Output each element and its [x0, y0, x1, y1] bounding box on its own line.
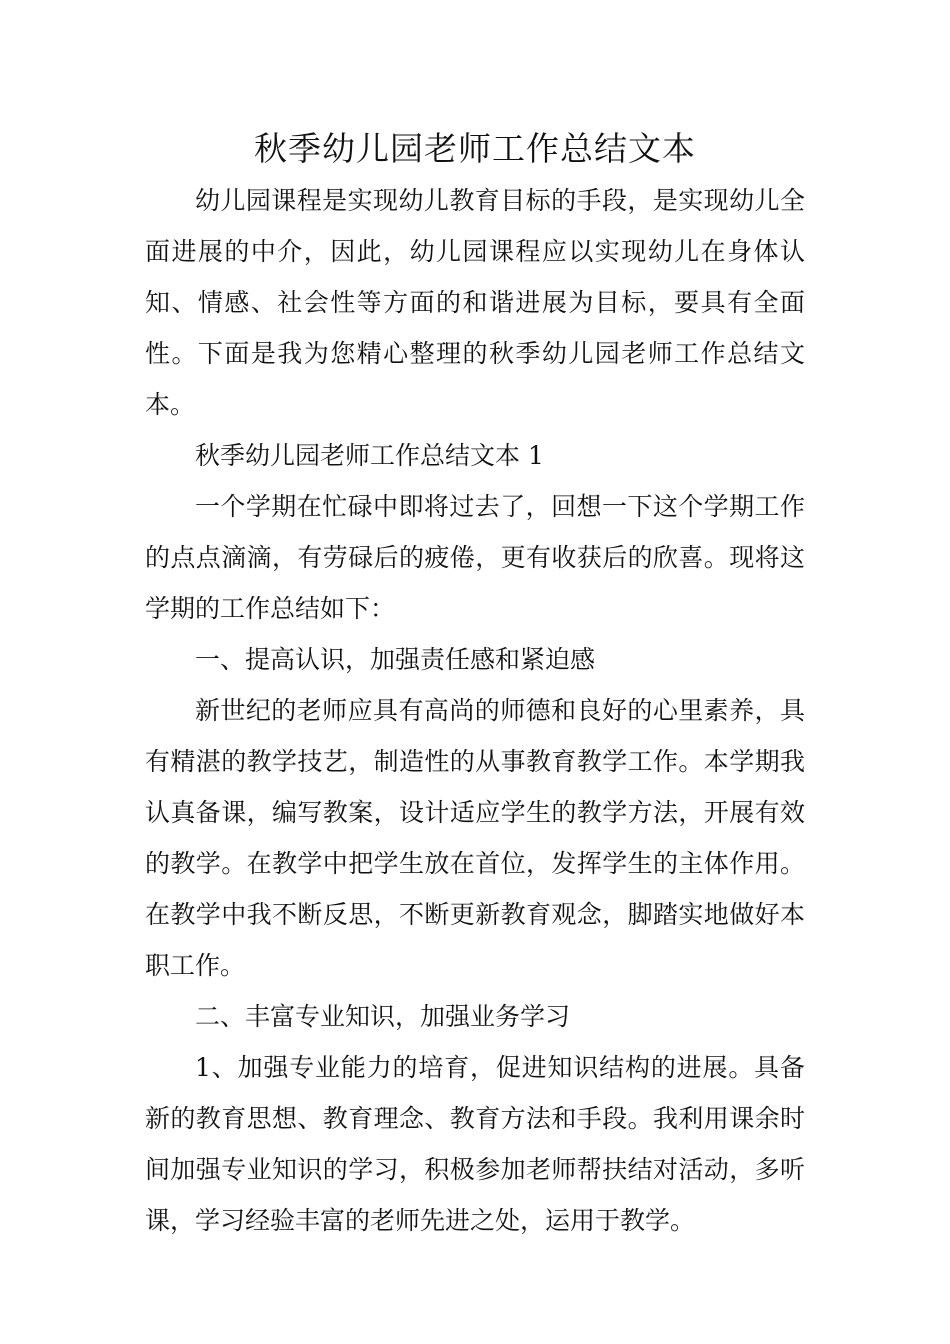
paragraph-one: 新世纪的老师应具有高尚的师德和良好的心里素养，具有精湛的教学技艺，制造性的从事教育教学工作。本学期我认真备课，编写教案，设计适应学生的教学方法，开展有效的教学。在教学中把学生放在首位，发挥学生的主体作用。在教学中我不断反思，不断更新教育观念，脚踏实地做好本职工作。 — [145, 696, 805, 980]
heading-one: 一、提高认识，加强责任感和紧迫感 — [195, 645, 596, 674]
paragraph-two-item-1: 1、加强专业能力的培育，促进知识结构的进展。具备新的教育思想、教育理念、教育方法和手段。我利用课余时间加强专业知识的学习，积极参加老师帮扶结对活动，多听课，学习经验丰富的老师先进之处，运用于教学。 — [145, 1053, 805, 1235]
section-title: 秋季幼儿园老师工作总结文本 1 — [195, 441, 544, 470]
paragraph-opening: 一个学期在忙碌中即将过去了，回想一下这个学期工作的点点滴滴，有劳碌后的疲倦，更有收获后的欣喜。现将这学期的工作总结如下： — [145, 492, 805, 623]
document-title: 秋季幼儿园老师工作总结文本 — [254, 129, 696, 168]
document-body — [145, 175, 805, 1246]
paragraph-intro: 幼儿园课程是实现幼儿教育目标的手段，是实现幼儿全面进展的中介，因此，幼儿园课程应以实现幼儿在身体认知、情感、社会性等方面的和谐进展为目标，要具有全面性。下面是我为您精心整理的秋季幼儿园老师工作总结文本。 — [145, 186, 805, 419]
heading-two: 二、丰富专业知识，加强业务学习 — [195, 1002, 571, 1031]
